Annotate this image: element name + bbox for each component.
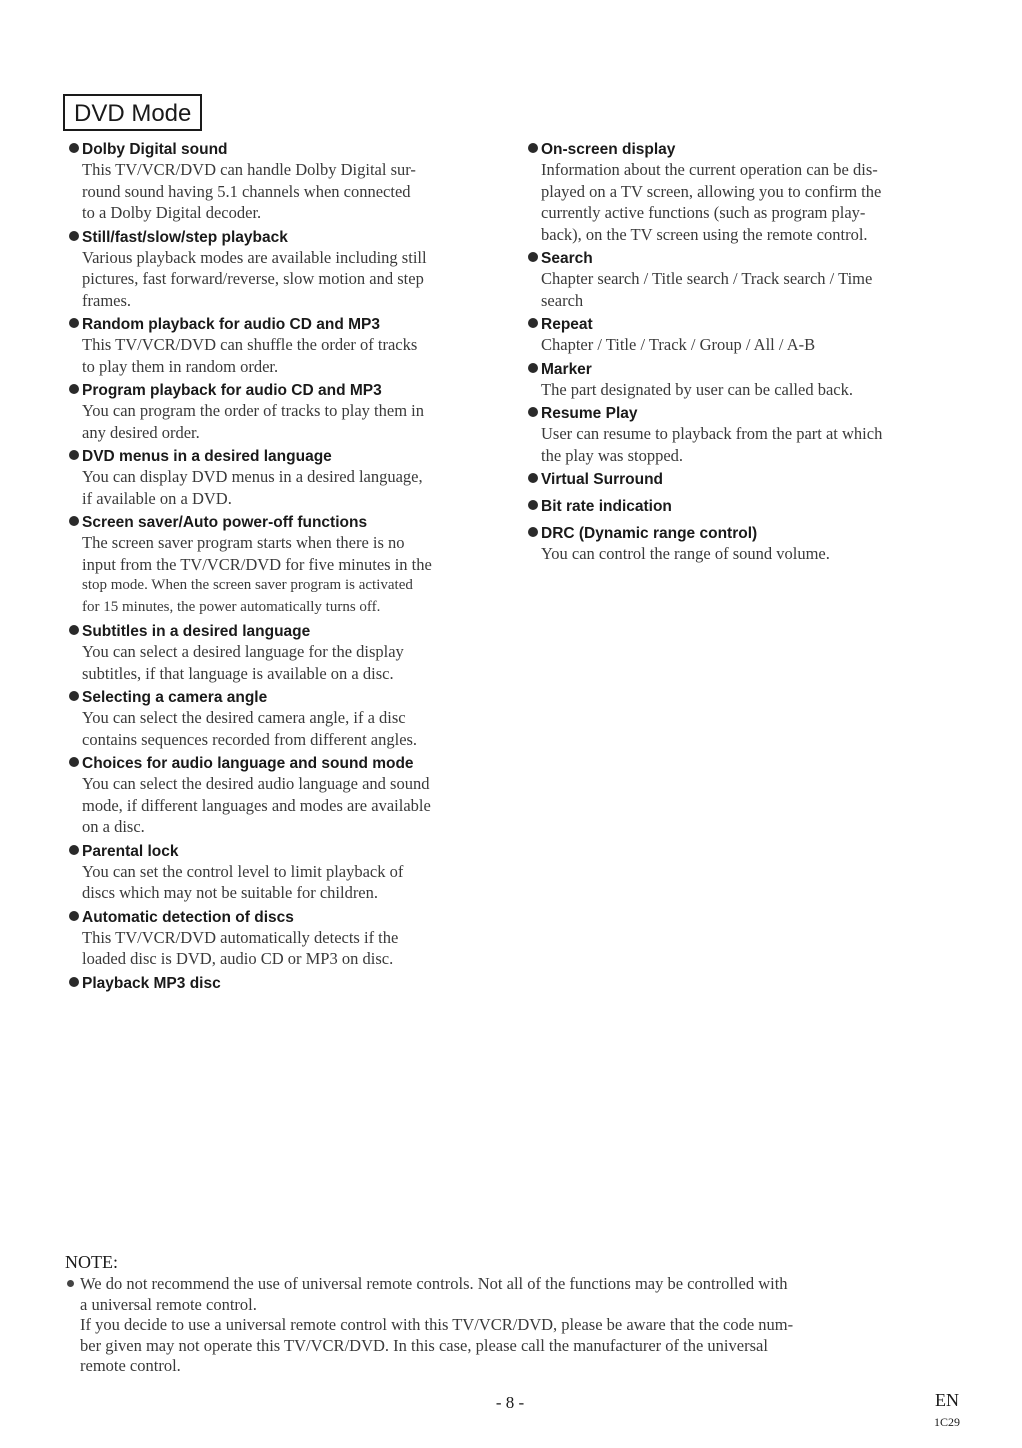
bullet-icon: [69, 450, 79, 460]
feature-item: [528, 249, 964, 311]
feature-description: You can set the control level to limit playback of discs which may not be suitable for children.: [82, 861, 404, 902]
feature-description: You can select the desired audio language and sound mode, if different languages and modes are available on a disc.: [82, 774, 431, 836]
feature-item: [69, 842, 503, 904]
bullet-icon: [528, 407, 538, 417]
bullet-icon: [69, 625, 79, 635]
feature-item: [528, 497, 964, 516]
feature-title: Marker: [541, 360, 592, 378]
note-title: NOTE:: [65, 1252, 118, 1272]
feature-title: Parental lock: [82, 842, 179, 860]
feature-item: [528, 524, 964, 565]
feature-description: This TV/VCR/DVD can handle Dolby Digital sur- round sound having 5.1 channels when connected to a Dolby Digital decoder.: [82, 160, 416, 222]
bullet-icon: [69, 143, 79, 153]
feature-title: Selecting a camera angle: [82, 689, 268, 706]
feature-title: Choices for audio language and sound mode: [82, 755, 414, 772]
right-feature-column: [528, 140, 964, 569]
feature-description: You can display DVD menus in a desired language, if available on a DVD.: [82, 467, 423, 508]
feature-title: Resume Play: [541, 405, 638, 422]
feature-title: Virtual Surround: [541, 471, 664, 488]
bullet-icon: [528, 500, 538, 510]
feature-title: Program playback for audio CD and MP3: [82, 382, 382, 399]
feature-description: The screen saver program starts when there is no input from the TV/VCR/DVD for five minutes in the stop mode. When the screen saver program is activated for 15 minutes, the power automatically turns off.: [82, 533, 432, 615]
note-text: We do not recommend the use of universal remote controls. Not all of the functions may be controlled with: [80, 1274, 788, 1293]
feature-item: [69, 974, 503, 993]
feature-item: [528, 315, 964, 356]
feature-title: Random playback for audio CD and MP3: [82, 316, 380, 333]
language-code: EN: [935, 1390, 959, 1410]
feature-item: [69, 315, 503, 377]
document-code: 1C29: [933, 1415, 960, 1429]
feature-item: [528, 404, 964, 466]
bullet-icon: [69, 845, 79, 855]
bullet-icon: [528, 252, 538, 262]
bullet-icon: [528, 527, 538, 537]
feature-description: The part designated by user can be called back.: [541, 379, 853, 399]
bullet-icon: [69, 977, 79, 987]
feature-title: DVD menus in a desired language: [82, 448, 332, 465]
note-text: If you decide to use a universal remote control with this TV/VCR/DVD, please be aware that the code num-: [80, 1315, 794, 1334]
feature-item: [69, 908, 503, 970]
feature-title: Search: [541, 250, 593, 267]
feature-title: Dolby Digital sound: [82, 141, 228, 158]
bullet-icon: [67, 1280, 74, 1287]
feature-description: Information about the current operation can be dis- played on a TV screen, allowing you to confirm the currently active functions (such as program play- back), on the TV screen using the remote control.: [541, 160, 882, 244]
feature-item: [69, 622, 503, 684]
feature-item: [69, 754, 503, 838]
bullet-icon: [528, 473, 538, 483]
feature-title: Playback MP3 disc: [82, 974, 221, 992]
feature-description: You can control the range of sound volume.: [541, 544, 830, 563]
feature-description: You can program the order of tracks to play them in any desired order.: [82, 401, 424, 442]
note-text: a universal remote control.: [80, 1294, 257, 1314]
bullet-icon: [69, 757, 79, 767]
feature-item: [69, 228, 503, 312]
bullet-icon: [69, 231, 79, 241]
feature-item: [69, 447, 503, 509]
feature-description: This TV/VCR/DVD automatically detects if the loaded disc is DVD, audio CD or MP3 on disc.: [82, 927, 399, 968]
bullet-icon: [69, 691, 79, 701]
left-feature-column: [69, 140, 503, 997]
feature-item: [528, 470, 964, 489]
bullet-icon: [69, 911, 79, 921]
feature-title: Bit rate indication: [541, 498, 672, 515]
section-title: DVD Mode: [63, 94, 202, 131]
feature-item: [528, 360, 964, 401]
feature-title: Still/fast/slow/step playback: [82, 228, 288, 246]
feature-item: [69, 688, 503, 750]
feature-title: Subtitles in a desired language: [82, 623, 311, 640]
feature-description: Various playback modes are available including still pictures, fast forward/reverse, slow motion and step frames.: [82, 247, 427, 310]
feature-title: Automatic detection of discs: [82, 908, 294, 926]
feature-title: Repeat: [541, 316, 593, 333]
bullet-icon: [528, 318, 538, 328]
feature-description: You can select the desired camera angle, if a disc contains sequences recorded from different angles.: [82, 708, 418, 749]
feature-description: Chapter / Title / Track / Group / All / A-B: [541, 335, 816, 354]
feature-title: On-screen display: [541, 141, 676, 158]
bullet-icon: [69, 384, 79, 394]
feature-description: This TV/VCR/DVD can shuffle the order of tracks to play them in random order.: [82, 335, 418, 376]
bullet-icon: [69, 516, 79, 526]
feature-description: User can resume to playback from the part at which the play was stopped.: [541, 424, 883, 465]
feature-title: Screen saver/Auto power-off functions: [82, 514, 368, 531]
page-number: - 8 -: [495, 1393, 525, 1412]
feature-description: Chapter search / Title search / Track search / Time search: [541, 269, 873, 310]
note-section: [65, 1250, 965, 1377]
bullet-icon: [528, 363, 538, 373]
note-text: ber given may not operate this TV/VCR/DVD. In this case, please call the manufacturer of the universal: [80, 1335, 768, 1355]
feature-item: [528, 140, 964, 245]
feature-description: You can select a desired language for the display subtitles, if that language is available on a disc.: [82, 642, 404, 683]
feature-item: [69, 381, 503, 443]
bullet-icon: [69, 318, 79, 328]
feature-title: DRC (Dynamic range control): [541, 525, 758, 542]
note-text: remote control.: [80, 1356, 181, 1375]
feature-item: [69, 140, 503, 224]
bullet-icon: [528, 143, 538, 153]
feature-item: [69, 513, 503, 618]
